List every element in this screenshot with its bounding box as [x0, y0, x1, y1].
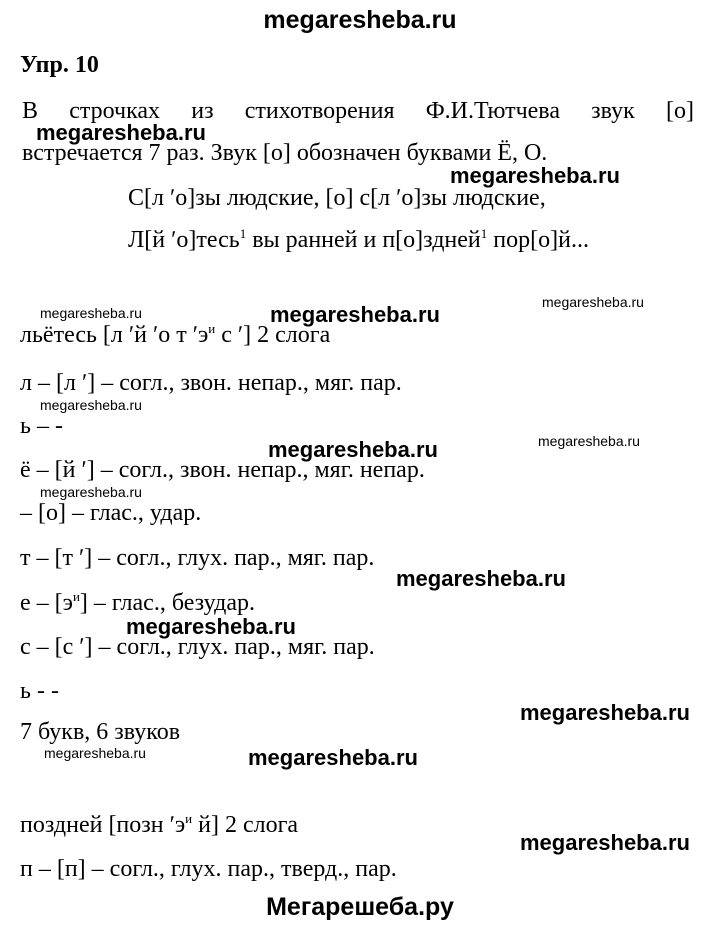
- watermark: megaresheba.ru: [542, 294, 644, 310]
- watermark: megaresheba.ru: [270, 302, 440, 327]
- watermark: megaresheba.ru: [268, 437, 438, 462]
- watermark: megaresheba.ru: [44, 745, 146, 761]
- intro-line-1: В строчках из стихотворения Ф.И.Тютчева звук [о]: [22, 98, 694, 124]
- footer-site-name: Мегарешеба.ру: [266, 893, 454, 921]
- word1-row-s: с – [с ʹ] – согл., глух. пар., мяг. пар.: [20, 634, 375, 660]
- exercise-title: Упр. 10: [20, 52, 99, 78]
- intro-line-2: встречается 7 раз. Звук [о] обозначен буквами Ё, О.: [22, 140, 548, 166]
- word1-row-t: т – [т ʹ] – согл., глух. пар., мяг. пар.: [20, 545, 375, 571]
- word1-summary: 7 букв, 6 звуков: [20, 719, 181, 745]
- watermark: megaresheba.ru: [126, 614, 296, 639]
- word1-row-yo: ё – [й ʹ] – согл., звон. непар., мяг. непар.: [20, 457, 425, 483]
- watermark: megaresheba.ru: [450, 163, 620, 188]
- word1-heading: льётесь [л ʹй ʹо т ʹэ$^и$ с ʹ] 2 слога: [20, 321, 331, 348]
- watermark: megaresheba.ru: [40, 484, 142, 500]
- watermark: megaresheba.ru: [248, 745, 418, 770]
- word1-row-e: е – $[э^и]$ – глас., безудар.: [20, 589, 255, 616]
- watermark: megaresheba.ru: [538, 433, 640, 449]
- poem-line-1: С[л ʹо]зы людские, [о] с[л ʹо]зы людские,: [128, 185, 546, 211]
- word2-heading: поздней [позн ʹэ$^и$ й] 2 слога: [20, 811, 299, 838]
- word1-row-l: л – [л ʹ] – согл., звон. непар., мяг. пар.: [20, 370, 402, 396]
- word1-row-soft-sign-2: ь - -: [20, 678, 59, 704]
- word1-row-o: – [о] – глас., удар.: [20, 500, 202, 526]
- poem-line-2: Л[й ʹо]тесь$^1$ вы ранней и п[о]здней$^1$ пор[о]й...: [128, 226, 589, 253]
- word1-row-soft-sign: ь – -: [20, 413, 63, 439]
- watermark: megaresheba.ru: [40, 397, 142, 413]
- watermark: megaresheba.ru: [520, 700, 690, 725]
- word2-row-p: п – [п] – согл., глух. пар., тверд., пар.: [20, 856, 397, 882]
- header-site-name: megaresheba.ru: [263, 6, 457, 34]
- watermark: megaresheba.ru: [36, 120, 206, 145]
- watermark: megaresheba.ru: [396, 566, 566, 591]
- watermark: megaresheba.ru: [40, 305, 142, 321]
- watermark: megaresheba.ru: [520, 830, 690, 855]
